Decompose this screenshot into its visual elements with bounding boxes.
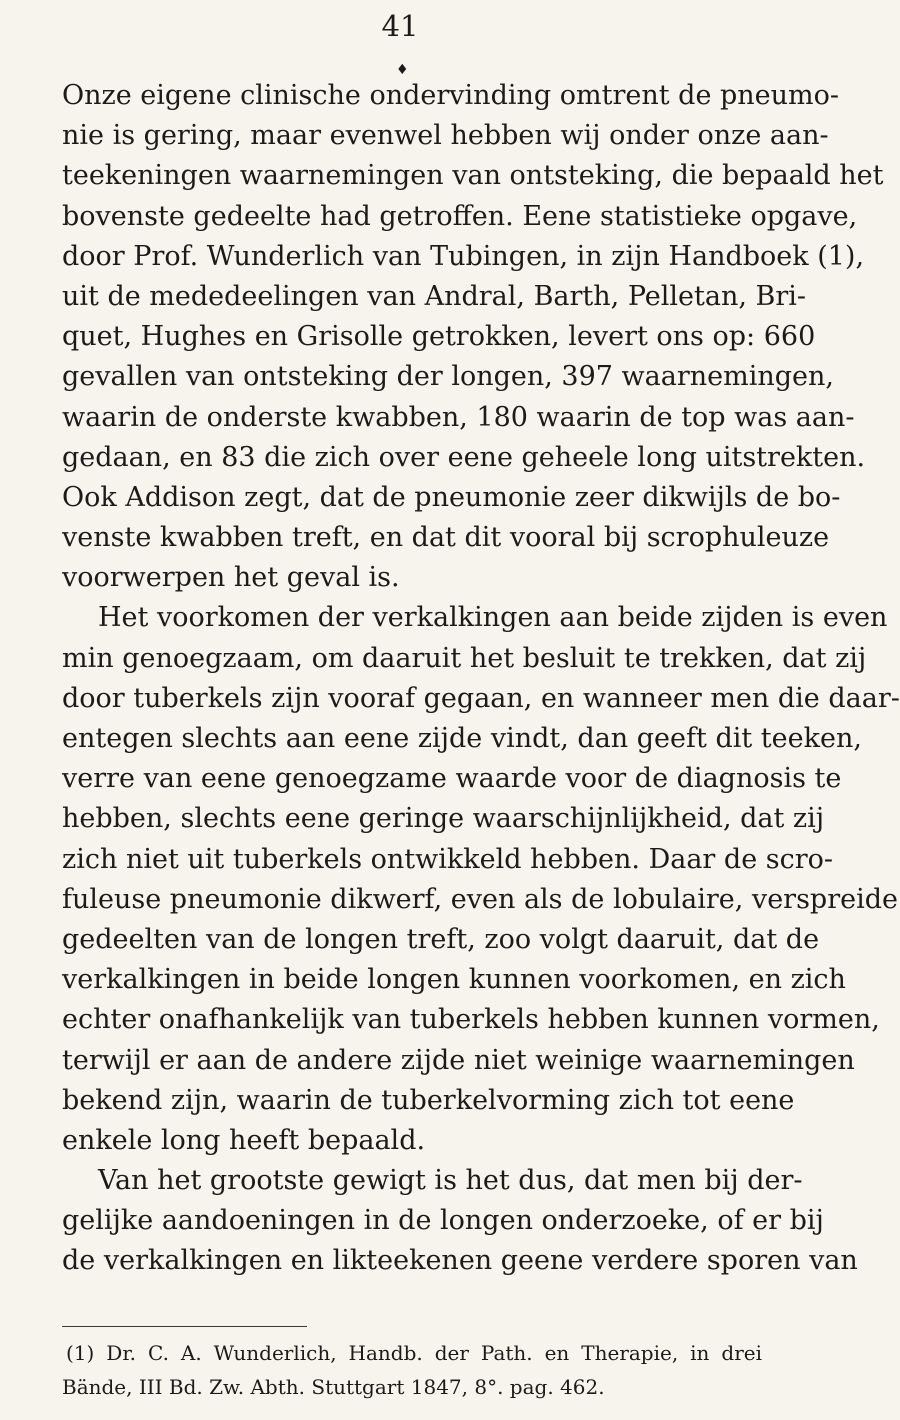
text-line: quet, Hughes en Grisolle getrokken, levert ons op: 660: [62, 321, 816, 353]
footnote-rule: [62, 1326, 307, 1327]
text-line: echter onafhankelijk van tuberkels hebben kunnen vormen,: [62, 1004, 880, 1036]
text-line: bovenste gedeelte had getroffen. Eene statistieke opgave,: [62, 200, 858, 232]
text-line: gevallen van ontsteking der longen, 397 waarnemingen,: [62, 361, 834, 393]
text-line: Ook Addison zegt, dat de pneumonie zeer dikwijls de bo-: [62, 481, 841, 513]
text-line: waarin de onderste kwabben, 180 waarin de top was aan-: [62, 401, 855, 433]
text-line: nie is gering, maar evenwel hebben wij onder onze aan-: [62, 120, 829, 152]
text-line: Onze eigene clinische ondervinding omtrent de pneumo-: [62, 80, 840, 111]
text-line: min genoegzaam, om daaruit het besluit te trekken, dat zij: [62, 642, 867, 674]
printer-mark-icon: ♦: [396, 62, 409, 78]
text-line: verre van eene genoegzame waarde voor de diagnosis te: [62, 763, 842, 795]
text-line: zich niet uit tuberkels ontwikkeld hebben. Daar de scro-: [62, 843, 834, 875]
footnote-line: (1) Dr. C. A. Wunderlich, Handb. der Path. en Therapie, in drei: [66, 1341, 762, 1365]
footnote-line: Bände, III Bd. Zw. Abth. Stuttgart 1847, 8°. pag. 462.: [62, 1375, 605, 1399]
text-line: de verkalkingen en likteekenen geene verdere sporen van: [62, 1245, 858, 1277]
text-line: gedaan, en 83 die zich over eene geheele long uitstrekten.: [62, 441, 866, 473]
page-number: 41: [381, 9, 419, 43]
text-line: enkele long heeft bepaald.: [62, 1124, 426, 1156]
text-line: verkalkingen in beide longen kunnen voorkomen, en zich: [62, 964, 846, 996]
text-line: venste kwabben treft, en dat dit vooral bij scrophuleuze: [62, 522, 830, 554]
text-line: terwijl er aan de andere zijde niet weinige waarnemingen: [62, 1044, 855, 1076]
text-line: door tuberkels zijn vooraf gegaan, en wanneer men die daar-: [62, 682, 900, 714]
text-line: gelijke aandoeningen in de longen onderzoeke, of er bij: [62, 1205, 824, 1237]
text-line: Het voorkomen der verkalkingen aan beide zijden is even: [98, 602, 888, 634]
text-line: uit de mededeelingen van Andral, Barth, Pelletan, Bri-: [62, 280, 807, 312]
text-line: entegen slechts aan eene zijde vindt, dan geeft dit teeken,: [62, 723, 862, 754]
footnote: [62, 1336, 762, 1404]
text-line: gedeelten van de longen treft, zoo volgt daaruit, dat de: [62, 923, 820, 955]
text-line: teekeningen waarnemingen van ontsteking, die bepaald het: [62, 160, 884, 192]
text-line: Van het grootste gewigt is het dus, dat men bij der-: [98, 1165, 803, 1197]
body-text: [62, 76, 900, 1282]
text-line: door Prof. Wunderlich van Tubingen, in zijn Handboek (1),: [62, 240, 865, 272]
text-line: voorwerpen het geval is.: [62, 562, 400, 594]
text-line: bekend zijn, waarin de tuberkelvorming zich tot eene: [62, 1084, 795, 1116]
text-line: fuleuse pneumonie dikwerf, even als de lobulaire, verspreide: [62, 883, 898, 915]
text-line: hebben, slechts eene geringe waarschijnlijkheid, dat zij: [62, 803, 825, 835]
